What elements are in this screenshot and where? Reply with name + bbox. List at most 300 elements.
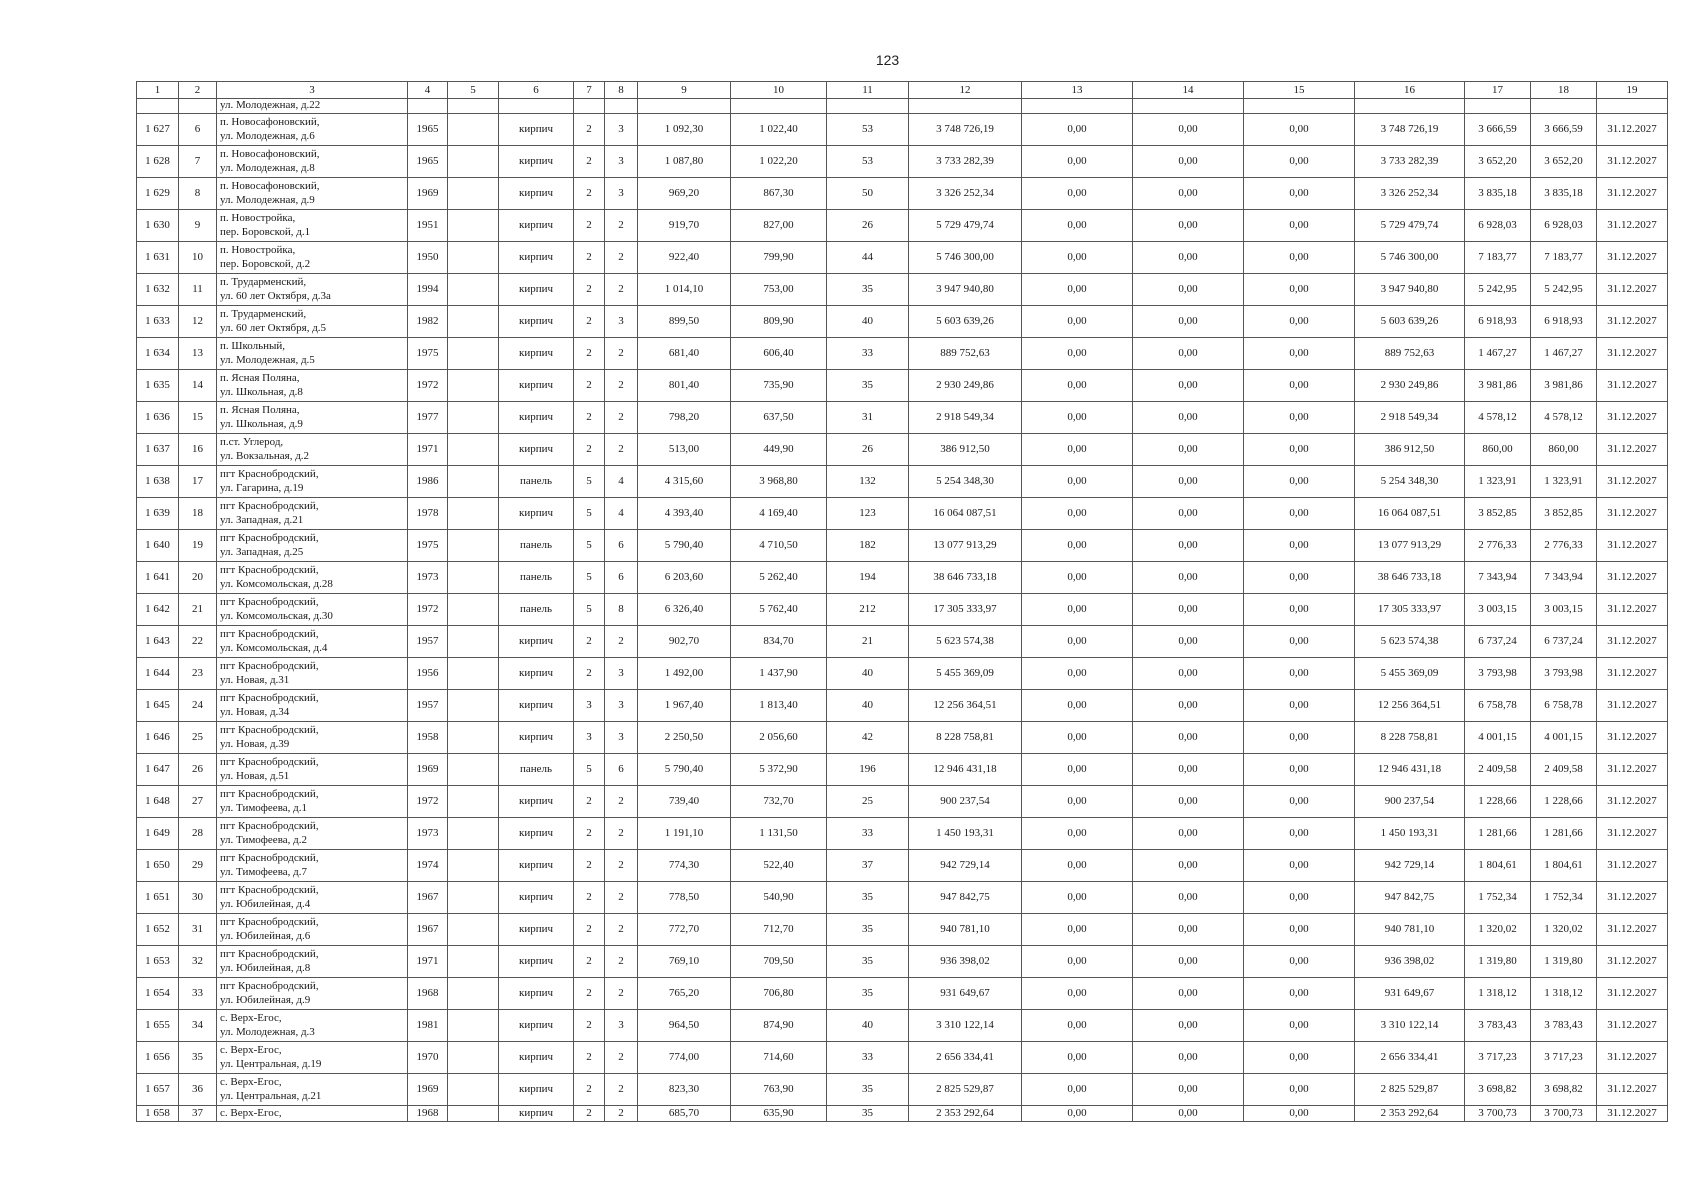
- entrances: 2: [605, 946, 638, 978]
- total-cost: 942 729,14: [909, 850, 1022, 882]
- residents: 132: [827, 466, 909, 498]
- wall-material: кирпич: [499, 882, 574, 914]
- fund-14: 0,00: [1133, 658, 1244, 690]
- column-header: 15: [1244, 82, 1355, 99]
- completion-date: 31.12.2027: [1597, 946, 1668, 978]
- year-built: 1969: [408, 754, 448, 786]
- table-row: [137, 498, 1668, 530]
- fund-14: 0,00: [1133, 1010, 1244, 1042]
- address-settlement: пгт Краснобродский,: [220, 660, 319, 673]
- residents: 42: [827, 722, 909, 754]
- table-row: [137, 306, 1668, 338]
- unit-cost: 3 981,86: [1465, 370, 1531, 402]
- living-area: 635,90: [731, 1106, 827, 1122]
- owners-cost: 17 305 333,97: [1355, 594, 1465, 626]
- col5-value: [448, 1106, 499, 1122]
- owners-cost: 5 729 479,74: [1355, 210, 1465, 242]
- fund-15: 0,00: [1244, 818, 1355, 850]
- floors: 2: [574, 242, 605, 274]
- total-cost: 2 353 292,64: [909, 1106, 1022, 1122]
- wall-material: кирпич: [499, 658, 574, 690]
- fund-13: 0,00: [1022, 242, 1133, 274]
- address-cell: [217, 1106, 408, 1122]
- table-row: [137, 914, 1668, 946]
- unit-cost: 1 752,34: [1465, 882, 1531, 914]
- floors: 2: [574, 146, 605, 178]
- year-built: 1967: [408, 914, 448, 946]
- local-number: 7: [179, 146, 217, 178]
- living-area: 1 131,50: [731, 818, 827, 850]
- wall-material: кирпич: [499, 818, 574, 850]
- total-area: 1 014,10: [638, 274, 731, 306]
- unit-cost-limit: 3 852,85: [1531, 498, 1597, 530]
- total-area: 513,00: [638, 434, 731, 466]
- wall-material: кирпич: [499, 1042, 574, 1074]
- living-area: 1 022,20: [731, 146, 827, 178]
- total-cost: 2 656 334,41: [909, 1042, 1022, 1074]
- wall-material: кирпич: [499, 1010, 574, 1042]
- address-cell: [217, 658, 408, 690]
- address-street: ул. Тимофеева, д.1: [220, 801, 307, 814]
- local-number: 24: [179, 690, 217, 722]
- row-number: 1 652: [137, 914, 179, 946]
- unit-cost: 3 835,18: [1465, 178, 1531, 210]
- year-built: 1975: [408, 530, 448, 562]
- completion-date: 31.12.2027: [1597, 722, 1668, 754]
- local-number: 33: [179, 978, 217, 1010]
- owners-cost: 5 455 369,09: [1355, 658, 1465, 690]
- address-settlement: пгт Краснобродский,: [220, 596, 319, 609]
- floors: 2: [574, 210, 605, 242]
- address-settlement: п.ст. Углерод,: [220, 436, 284, 449]
- fund-15: 0,00: [1244, 434, 1355, 466]
- address-cell: [217, 850, 408, 882]
- owners-cost: 8 228 758,81: [1355, 722, 1465, 754]
- total-area: 919,70: [638, 210, 731, 242]
- fund-13: 0,00: [1022, 914, 1133, 946]
- unit-cost: 4 001,15: [1465, 722, 1531, 754]
- total-cost: 940 781,10: [909, 914, 1022, 946]
- owners-cost: 936 398,02: [1355, 946, 1465, 978]
- unit-cost: 1 228,66: [1465, 786, 1531, 818]
- completion-date: 31.12.2027: [1597, 402, 1668, 434]
- total-area: 1 492,00: [638, 658, 731, 690]
- address-street: ул. Молодежная, д.6: [220, 129, 315, 142]
- fund-15: 0,00: [1244, 1042, 1355, 1074]
- floors: 2: [574, 306, 605, 338]
- completion-date: 31.12.2027: [1597, 530, 1668, 562]
- wall-material: кирпич: [499, 434, 574, 466]
- entrances: 6: [605, 562, 638, 594]
- year-built: 1969: [408, 178, 448, 210]
- fund-15: 0,00: [1244, 210, 1355, 242]
- total-area: 1 967,40: [638, 690, 731, 722]
- fund-14: 0,00: [1133, 690, 1244, 722]
- unit-cost-limit: 6 928,03: [1531, 210, 1597, 242]
- address-settlement: пгт Краснобродский,: [220, 692, 319, 705]
- wall-material: кирпич: [499, 402, 574, 434]
- year-built: 1978: [408, 498, 448, 530]
- fund-14: 0,00: [1133, 306, 1244, 338]
- living-area: 637,50: [731, 402, 827, 434]
- entrances: 2: [605, 370, 638, 402]
- completion-date: 31.12.2027: [1597, 434, 1668, 466]
- table-row: [137, 946, 1668, 978]
- fund-15: 0,00: [1244, 274, 1355, 306]
- entrances: 3: [605, 114, 638, 146]
- column-header: 2: [179, 82, 217, 99]
- fund-15: 0,00: [1244, 1010, 1355, 1042]
- address-settlement: пгт Краснобродский,: [220, 564, 319, 577]
- table-row: [137, 242, 1668, 274]
- completion-date: 31.12.2027: [1597, 242, 1668, 274]
- fund-13: 0,00: [1022, 946, 1133, 978]
- table-row: [137, 370, 1668, 402]
- address-street: ул. Юбилейная, д.6: [220, 929, 311, 942]
- address-cell: [217, 306, 408, 338]
- row-number: 1 641: [137, 562, 179, 594]
- address-street: ул. 60 лет Октября, д.5: [220, 321, 327, 334]
- local-number: 26: [179, 754, 217, 786]
- row-number: 1 656: [137, 1042, 179, 1074]
- address-settlement: пгт Краснобродский,: [220, 980, 319, 993]
- fund-14: 0,00: [1133, 114, 1244, 146]
- owners-cost: 3 326 252,34: [1355, 178, 1465, 210]
- wall-material: кирпич: [499, 914, 574, 946]
- address-cell: [217, 754, 408, 786]
- local-number: 14: [179, 370, 217, 402]
- address-street: ул. Западная, д.25: [220, 545, 304, 558]
- row-number: 1 644: [137, 658, 179, 690]
- col5-value: [448, 626, 499, 658]
- entrances: 8: [605, 594, 638, 626]
- floors: 2: [574, 402, 605, 434]
- residents: 40: [827, 690, 909, 722]
- fund-15: 0,00: [1244, 978, 1355, 1010]
- fund-13: 0,00: [1022, 818, 1133, 850]
- completion-date: 31.12.2027: [1597, 658, 1668, 690]
- address-settlement: пгт Краснобродский,: [220, 500, 319, 513]
- total-cost: 936 398,02: [909, 946, 1022, 978]
- completion-date: 31.12.2027: [1597, 1074, 1668, 1106]
- unit-cost: 1 318,12: [1465, 978, 1531, 1010]
- living-area: 753,00: [731, 274, 827, 306]
- total-area: 5 790,40: [638, 754, 731, 786]
- entrances: 6: [605, 530, 638, 562]
- unit-cost-limit: 1 319,80: [1531, 946, 1597, 978]
- fund-13: 0,00: [1022, 786, 1133, 818]
- owners-cost: 942 729,14: [1355, 850, 1465, 882]
- fund-14: 0,00: [1133, 754, 1244, 786]
- address-street: ул. Новая, д.39: [220, 737, 290, 750]
- completion-date: 31.12.2027: [1597, 306, 1668, 338]
- unit-cost-limit: 1 281,66: [1531, 818, 1597, 850]
- col5-value: [448, 274, 499, 306]
- total-area: 739,40: [638, 786, 731, 818]
- col5-value: [448, 210, 499, 242]
- owners-cost: 2 918 549,34: [1355, 402, 1465, 434]
- address-street: ул. Молодежная, д.8: [220, 161, 315, 174]
- table-body: [137, 99, 1668, 1122]
- residents: 53: [827, 146, 909, 178]
- address-cell: [217, 882, 408, 914]
- fund-13: 0,00: [1022, 1106, 1133, 1122]
- floors: 2: [574, 1106, 605, 1122]
- address-settlement: п. Ясная Поляна,: [220, 372, 300, 385]
- total-cost: 3 748 726,19: [909, 114, 1022, 146]
- address-street: ул. Комсомольская, д.4: [220, 641, 328, 654]
- entrances: 2: [605, 978, 638, 1010]
- fund-13: 0,00: [1022, 466, 1133, 498]
- table-row: [137, 1010, 1668, 1042]
- address-street: ул. Молодежная, д.5: [220, 353, 315, 366]
- residents: 53: [827, 114, 909, 146]
- table-row: [137, 338, 1668, 370]
- total-area: 774,30: [638, 850, 731, 882]
- local-number: 23: [179, 658, 217, 690]
- column-header: 14: [1133, 82, 1244, 99]
- total-area: 685,70: [638, 1106, 731, 1122]
- unit-cost: 3 003,15: [1465, 594, 1531, 626]
- address-cell: [217, 466, 408, 498]
- total-area: 6 326,40: [638, 594, 731, 626]
- wall-material: кирпич: [499, 690, 574, 722]
- column-header: 19: [1597, 82, 1668, 99]
- living-area: 606,40: [731, 338, 827, 370]
- address-cell: [217, 722, 408, 754]
- owners-cost: 5 623 574,38: [1355, 626, 1465, 658]
- year-built: 1975: [408, 338, 448, 370]
- floors: 2: [574, 370, 605, 402]
- entrances: 2: [605, 1074, 638, 1106]
- col5-value: [448, 786, 499, 818]
- column-number-header-row: [137, 82, 1668, 99]
- col5-value: [448, 850, 499, 882]
- wall-material: кирпич: [499, 722, 574, 754]
- address-cell: [217, 530, 408, 562]
- owners-cost: 3 310 122,14: [1355, 1010, 1465, 1042]
- unit-cost-limit: 7 183,77: [1531, 242, 1597, 274]
- unit-cost: 1 804,61: [1465, 850, 1531, 882]
- col5-value: [448, 434, 499, 466]
- local-number: 36: [179, 1074, 217, 1106]
- wall-material: кирпич: [499, 786, 574, 818]
- total-cost: 3 947 940,80: [909, 274, 1022, 306]
- fund-15: 0,00: [1244, 114, 1355, 146]
- wall-material: кирпич: [499, 338, 574, 370]
- total-area: 969,20: [638, 178, 731, 210]
- row-number: 1 657: [137, 1074, 179, 1106]
- column-header: 1: [137, 82, 179, 99]
- local-number: 25: [179, 722, 217, 754]
- local-number: 12: [179, 306, 217, 338]
- table-row: [137, 658, 1668, 690]
- living-area: 706,80: [731, 978, 827, 1010]
- living-area: 735,90: [731, 370, 827, 402]
- fund-14: 0,00: [1133, 242, 1244, 274]
- col5-value: [448, 914, 499, 946]
- col5-value: [448, 690, 499, 722]
- address-cell: [217, 114, 408, 146]
- year-built: 1957: [408, 690, 448, 722]
- unit-cost-limit: 1 752,34: [1531, 882, 1597, 914]
- row-number: 1 647: [137, 754, 179, 786]
- completion-date: 31.12.2027: [1597, 1010, 1668, 1042]
- entrances: 2: [605, 850, 638, 882]
- wall-material: панель: [499, 530, 574, 562]
- floors: 2: [574, 274, 605, 306]
- total-cost: 931 649,67: [909, 978, 1022, 1010]
- local-number: 13: [179, 338, 217, 370]
- floors: 5: [574, 466, 605, 498]
- unit-cost: 6 918,93: [1465, 306, 1531, 338]
- unit-cost-limit: 3 717,23: [1531, 1042, 1597, 1074]
- living-area: 712,70: [731, 914, 827, 946]
- fund-15: 0,00: [1244, 402, 1355, 434]
- total-area: 765,20: [638, 978, 731, 1010]
- owners-cost: 38 646 733,18: [1355, 562, 1465, 594]
- floors: 2: [574, 850, 605, 882]
- address-settlement: п. Новостройка,: [220, 244, 296, 257]
- fund-13: 0,00: [1022, 562, 1133, 594]
- fund-14: 0,00: [1133, 722, 1244, 754]
- col5-value: [448, 530, 499, 562]
- wall-material: кирпич: [499, 306, 574, 338]
- total-cost: 2 930 249,86: [909, 370, 1022, 402]
- entrances: 2: [605, 914, 638, 946]
- living-area: 4 169,40: [731, 498, 827, 530]
- owners-cost: 3 748 726,19: [1355, 114, 1465, 146]
- fund-13: 0,00: [1022, 1042, 1133, 1074]
- col5-value: [448, 498, 499, 530]
- total-cost: 13 077 913,29: [909, 530, 1022, 562]
- owners-cost: 2 353 292,64: [1355, 1106, 1465, 1122]
- total-cost: 8 228 758,81: [909, 722, 1022, 754]
- table-row: [137, 530, 1668, 562]
- floors: 2: [574, 818, 605, 850]
- completion-date: 31.12.2027: [1597, 594, 1668, 626]
- table-row: [137, 146, 1668, 178]
- owners-cost: 2 656 334,41: [1355, 1042, 1465, 1074]
- fund-14: 0,00: [1133, 1106, 1244, 1122]
- housing-registry-table: [136, 81, 1668, 1122]
- total-cost: 5 254 348,30: [909, 466, 1022, 498]
- residents: 35: [827, 1106, 909, 1122]
- row-number: 1 655: [137, 1010, 179, 1042]
- living-area: 4 710,50: [731, 530, 827, 562]
- fund-13: 0,00: [1022, 402, 1133, 434]
- living-area: 522,40: [731, 850, 827, 882]
- living-area: 5 762,40: [731, 594, 827, 626]
- fund-13: 0,00: [1022, 594, 1133, 626]
- table-row: [137, 786, 1668, 818]
- col5-value: [448, 562, 499, 594]
- address-street: ул. Вокзальная, д.2: [220, 449, 310, 462]
- year-built: 1951: [408, 210, 448, 242]
- col5-value: [448, 306, 499, 338]
- wall-material: кирпич: [499, 626, 574, 658]
- total-area: 899,50: [638, 306, 731, 338]
- owners-cost: 5 746 300,00: [1355, 242, 1465, 274]
- total-cost: 5 729 479,74: [909, 210, 1022, 242]
- owners-cost: 940 781,10: [1355, 914, 1465, 946]
- unit-cost: 3 652,20: [1465, 146, 1531, 178]
- year-built: 1968: [408, 1106, 448, 1122]
- row-number: 1 627: [137, 114, 179, 146]
- floors: 2: [574, 914, 605, 946]
- address-street: ул. Школьная, д.9: [220, 417, 303, 430]
- living-area: 834,70: [731, 626, 827, 658]
- completion-date: 31.12.2027: [1597, 850, 1668, 882]
- unit-cost-limit: 2 409,58: [1531, 754, 1597, 786]
- column-header: 5: [448, 82, 499, 99]
- entrances: 2: [605, 882, 638, 914]
- table-row: [137, 754, 1668, 786]
- fund-13: 0,00: [1022, 850, 1133, 882]
- address-settlement: пгт Краснобродский,: [220, 532, 319, 545]
- column-header: 18: [1531, 82, 1597, 99]
- year-built: 1974: [408, 850, 448, 882]
- owners-cost: 386 912,50: [1355, 434, 1465, 466]
- address-settlement: пгт Краснобродский,: [220, 884, 319, 897]
- fund-14: 0,00: [1133, 434, 1244, 466]
- address-cell: [217, 498, 408, 530]
- unit-cost-limit: 4 001,15: [1531, 722, 1597, 754]
- entrances: 2: [605, 242, 638, 274]
- fund-15: 0,00: [1244, 1106, 1355, 1122]
- address-street: ул. Западная, д.21: [220, 513, 304, 526]
- residents: 212: [827, 594, 909, 626]
- fund-13: 0,00: [1022, 882, 1133, 914]
- wall-material: кирпич: [499, 946, 574, 978]
- unit-cost-limit: 1 804,61: [1531, 850, 1597, 882]
- residents: 40: [827, 658, 909, 690]
- entrances: 2: [605, 210, 638, 242]
- floors: 2: [574, 786, 605, 818]
- entrances: 4: [605, 466, 638, 498]
- unit-cost: 3 698,82: [1465, 1074, 1531, 1106]
- address-street: ул. Тимофеева, д.7: [220, 865, 307, 878]
- total-area: 798,20: [638, 402, 731, 434]
- completion-date: 31.12.2027: [1597, 978, 1668, 1010]
- address-cell: [217, 146, 408, 178]
- local-number: 8: [179, 178, 217, 210]
- fund-13: 0,00: [1022, 370, 1133, 402]
- fund-15: 0,00: [1244, 370, 1355, 402]
- column-header: 3: [217, 82, 408, 99]
- residents: 25: [827, 786, 909, 818]
- total-cost: 386 912,50: [909, 434, 1022, 466]
- unit-cost-limit: 3 666,59: [1531, 114, 1597, 146]
- completion-date: 31.12.2027: [1597, 818, 1668, 850]
- year-built: 1971: [408, 434, 448, 466]
- unit-cost: 1 323,91: [1465, 466, 1531, 498]
- col5-value: [448, 1074, 499, 1106]
- col5-value: [448, 594, 499, 626]
- total-cost: 5 455 369,09: [909, 658, 1022, 690]
- entrances: 2: [605, 402, 638, 434]
- col5-value: [448, 818, 499, 850]
- wall-material: кирпич: [499, 178, 574, 210]
- row-number: 1 628: [137, 146, 179, 178]
- total-cost: 3 310 122,14: [909, 1010, 1022, 1042]
- local-number: 30: [179, 882, 217, 914]
- total-area: 964,50: [638, 1010, 731, 1042]
- unit-cost-limit: 3 700,73: [1531, 1106, 1597, 1122]
- owners-cost: 3 733 282,39: [1355, 146, 1465, 178]
- year-built: 1958: [408, 722, 448, 754]
- total-area: 6 203,60: [638, 562, 731, 594]
